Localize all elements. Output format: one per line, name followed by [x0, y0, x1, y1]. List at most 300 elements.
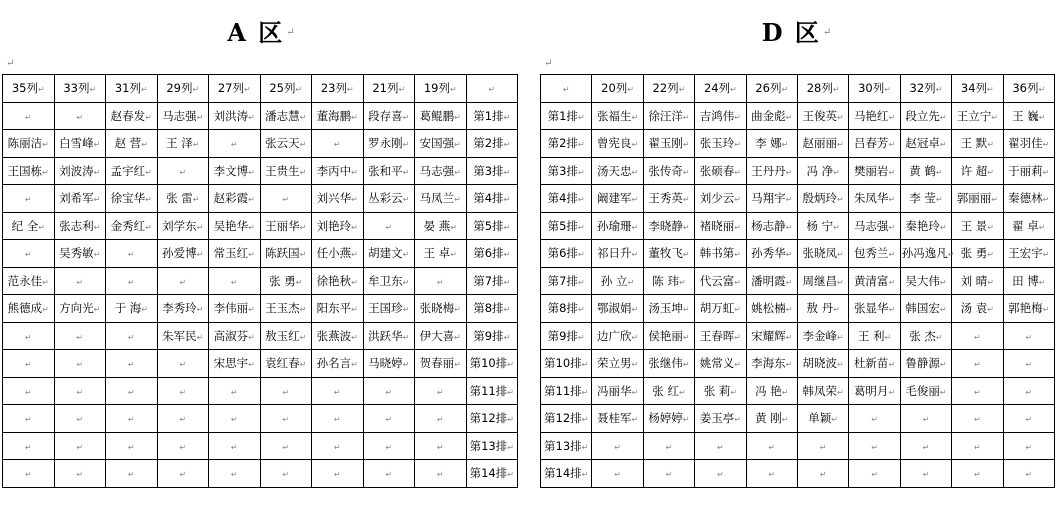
cell-text: 21列: [372, 81, 399, 96]
seat-cell: [3, 460, 55, 488]
cell-end-mark: ↵: [1025, 332, 1033, 342]
column-header-cell: [797, 75, 848, 103]
cell-text: 第7排: [547, 273, 578, 288]
seat-cell: [849, 432, 900, 460]
zone-a-title: A 区 ↵: [227, 18, 297, 47]
cell-text: 吴大伟: [905, 273, 940, 288]
cell-text: 第10排: [544, 356, 582, 371]
cell-end-mark: ↵: [578, 332, 585, 342]
cell-text: 潘志慧: [265, 108, 300, 123]
cell-text: 张燕波: [316, 328, 352, 343]
seat-cell: [849, 130, 900, 158]
cell-text: 金秀红: [110, 218, 146, 233]
column-header-cell: [106, 75, 158, 103]
seat-cell: [695, 377, 746, 405]
cell-end-mark: ↵: [888, 250, 896, 260]
seat-cell: [1003, 405, 1054, 433]
seat-cell: [363, 212, 415, 240]
cell-text: 第10排: [469, 356, 508, 371]
cell-text: 第9排: [547, 328, 578, 343]
cell-end-mark: ↵: [248, 167, 255, 177]
cell-end-mark: ↵: [449, 85, 457, 95]
cell-text: 徐汪洋: [648, 108, 683, 123]
cell-end-mark: ↵: [631, 112, 639, 122]
cell-end-mark: ↵: [1042, 167, 1050, 177]
cell-end-mark: ↵: [819, 442, 827, 452]
seat-cell: [643, 185, 694, 213]
cell-end-mark: ↵: [192, 85, 200, 95]
cell-end-mark: ↵: [578, 222, 585, 232]
cell-text: 第2排: [473, 136, 504, 151]
seat-cell: [3, 157, 55, 185]
seat-cell: [592, 460, 643, 488]
cell-end-mark: ↵: [230, 442, 238, 452]
cell-text: 冯丽华: [596, 383, 632, 398]
seat-cell: [1003, 350, 1054, 378]
cell-text: 翟玉刚: [648, 136, 683, 151]
seat-cell: [849, 322, 900, 350]
cell-text: 第2排: [547, 136, 578, 151]
cell-end-mark: ↵: [837, 387, 844, 397]
seat-cell: [1003, 295, 1054, 323]
cell-end-mark: ↵: [922, 415, 930, 425]
seat-cell: [466, 350, 518, 378]
seat-cell: [952, 350, 1003, 378]
cell-end-mark: ↵: [299, 250, 307, 260]
cell-end-mark: ↵: [682, 222, 690, 232]
cell-text: 段立先: [905, 108, 940, 123]
cell-text: 范永佳: [7, 273, 43, 288]
cell-end-mark: ↵: [631, 195, 639, 205]
seat-cell: [260, 267, 312, 295]
seat-row: [3, 102, 518, 130]
cell-text: 23列: [320, 81, 347, 96]
cell-text: 姚常义: [699, 356, 735, 371]
seat-cell: [695, 240, 746, 268]
seat-cell: [3, 405, 55, 433]
cell-text: 王 卓: [423, 246, 451, 261]
seat-cell: [746, 295, 797, 323]
cell-end-mark: ↵: [145, 222, 152, 232]
header-row: [3, 75, 518, 103]
paragraph-mark: ↵: [544, 58, 553, 69]
cell-end-mark: ↵: [507, 470, 514, 480]
cell-end-mark: ↵: [299, 305, 307, 315]
seat-cell: [3, 322, 55, 350]
seat-cell: [466, 432, 518, 460]
seat-cell: [1003, 212, 1054, 240]
seat-cell: [312, 157, 364, 185]
seat-cell: [695, 460, 746, 488]
seat-cell: [415, 432, 467, 460]
cell-end-mark: ↵: [179, 415, 187, 425]
cell-end-mark: ↵: [76, 415, 84, 425]
cell-end-mark: ↵: [734, 222, 741, 232]
seat-cell: [415, 130, 467, 158]
cell-text: 24列: [703, 81, 731, 96]
cell-text: 牟卫东: [368, 273, 403, 288]
cell-text: 孙名言: [316, 356, 352, 371]
cell-text: 王 利: [857, 328, 885, 343]
cell-text: 纪 全: [11, 218, 39, 233]
cell-text: 聂桂军: [596, 411, 632, 426]
cell-end-mark: ↵: [678, 85, 686, 95]
cell-text: 熊德成: [7, 301, 43, 316]
cell-end-mark: ↵: [333, 442, 341, 452]
cell-text: 董牧飞: [648, 246, 683, 261]
cell-end-mark: ↵: [682, 305, 690, 315]
seat-cell: [106, 295, 158, 323]
cell-text: 马晓婷: [368, 356, 403, 371]
seat-cell: [106, 460, 158, 488]
cell-end-mark: ↵: [24, 470, 32, 480]
cell-text: 赵 营: [114, 136, 142, 151]
cell-text: 王秀英: [648, 191, 683, 206]
seat-cell: [592, 377, 643, 405]
seat-cell: [54, 240, 106, 268]
cell-end-mark: ↵: [141, 140, 148, 150]
cell-text: 马艳红: [853, 108, 889, 123]
seat-cell: [3, 102, 55, 130]
seat-cell: [415, 460, 467, 488]
cell-text: 汤天忠: [596, 163, 632, 178]
cell-text: 吴艳华: [213, 218, 249, 233]
seat-cell: [1003, 460, 1054, 488]
cell-text: 张硕春: [699, 163, 735, 178]
seat-row: [3, 460, 518, 488]
cell-end-mark: ↵: [351, 360, 358, 370]
seat-cell: [900, 322, 951, 350]
seat-cell: [849, 185, 900, 213]
cell-end-mark: ↵: [230, 387, 238, 397]
cell-text: 李 莹: [909, 191, 936, 206]
cell-end-mark: ↵: [614, 442, 621, 452]
seat-cell: [746, 405, 797, 433]
cell-end-mark: ↵: [503, 112, 511, 122]
seat-cell: [157, 432, 209, 460]
seat-cell: [1003, 130, 1054, 158]
seat-cell: [54, 460, 106, 488]
cell-end-mark: ↵: [351, 332, 358, 342]
seat-cell: [695, 102, 746, 130]
cell-text: 第3排: [547, 163, 578, 178]
cell-text: 洪跃华: [368, 328, 403, 343]
cell-end-mark: ↵: [127, 277, 135, 287]
cell-text: 葛明月: [853, 383, 889, 398]
cell-end-mark: ↵: [627, 85, 634, 95]
cell-text: 潘明霞: [751, 273, 786, 288]
cell-text: 韩凤荣: [802, 383, 838, 398]
seat-cell: [541, 212, 592, 240]
cell-end-mark: ↵: [631, 415, 639, 425]
cell-text: 王 景: [960, 218, 988, 233]
cell-text: 樊丽岩: [853, 163, 889, 178]
seat-cell: [3, 185, 55, 213]
cell-end-mark: ↵: [248, 195, 255, 205]
cell-end-mark: ↵: [454, 305, 461, 315]
cell-text: 马翔宇: [751, 191, 786, 206]
seat-cell: [54, 322, 106, 350]
seat-row: [541, 102, 1055, 130]
cell-end-mark: ↵: [76, 332, 84, 342]
seat-row: [541, 322, 1055, 350]
cell-text: 王春晖: [699, 328, 735, 343]
cell-text: 31列: [114, 81, 141, 96]
seat-cell: [260, 460, 312, 488]
cell-end-mark: ↵: [351, 167, 358, 177]
seat-cell: [3, 130, 55, 158]
seat-cell: [363, 405, 415, 433]
cell-end-mark: ↵: [385, 222, 393, 232]
cell-end-mark: ↵: [503, 140, 511, 150]
cell-end-mark: ↵: [734, 305, 741, 315]
seat-cell: [312, 377, 364, 405]
seat-cell: [952, 212, 1003, 240]
cell-end-mark: ↵: [230, 415, 238, 425]
seat-cell: [797, 157, 848, 185]
seat-cell: [797, 460, 848, 488]
cell-text: 韩国宏: [905, 301, 940, 316]
cell-end-mark: ↵: [837, 112, 844, 122]
cell-text: 孙 立: [600, 273, 628, 288]
seat-cell: [363, 102, 415, 130]
seat-cell: [797, 267, 848, 295]
cell-text: 李金峰: [802, 328, 838, 343]
cell-end-mark: ↵: [1042, 305, 1050, 315]
cell-text: 郭丽丽: [956, 191, 992, 206]
cell-end-mark: ↵: [888, 277, 896, 287]
cell-text: 吕春芳: [853, 136, 889, 151]
cell-end-mark: ↵: [871, 442, 878, 452]
cell-text: 王贵生: [265, 163, 300, 178]
cell-end-mark: ↵: [987, 167, 994, 177]
cell-text: 第12排: [544, 411, 582, 426]
cell-end-mark: ↵: [179, 470, 187, 480]
seat-cell: [363, 350, 415, 378]
cell-text: 安国强: [419, 136, 455, 151]
seat-cell: [157, 350, 209, 378]
seat-cell: [106, 185, 158, 213]
seat-cell: [209, 322, 261, 350]
cell-text: 第13排: [544, 438, 582, 453]
cell-end-mark: ↵: [385, 387, 393, 397]
seat-cell: [746, 432, 797, 460]
cell-end-mark: ↵: [93, 140, 101, 150]
seat-cell: [952, 322, 1003, 350]
cell-end-mark: ↵: [939, 140, 947, 150]
cell-text: 张 杰: [909, 328, 936, 343]
cell-end-mark: ↵: [145, 112, 152, 122]
seat-cell: [900, 377, 951, 405]
seat-cell: [54, 102, 106, 130]
cell-end-mark: ↵: [127, 442, 135, 452]
cell-end-mark: ↵: [402, 112, 410, 122]
cell-end-mark: ↵: [436, 470, 444, 480]
seat-cell: [643, 377, 694, 405]
seat-cell: [643, 212, 694, 240]
cell-text: 第9排: [473, 328, 504, 343]
seat-cell: [209, 350, 261, 378]
seat-cell: [209, 267, 261, 295]
cell-text: 第4排: [473, 191, 504, 206]
seat-cell: [1003, 377, 1054, 405]
cell-text: 刘 晴: [960, 273, 988, 288]
cell-text: 荣立男: [596, 356, 632, 371]
cell-text: 李伟丽: [213, 301, 249, 316]
cell-end-mark: ↵: [42, 277, 49, 287]
cell-end-mark: ↵: [665, 470, 673, 480]
cell-end-mark: ↵: [248, 305, 255, 315]
cell-text: 赵彩霞: [213, 191, 249, 206]
cell-end-mark: ↵: [1042, 250, 1050, 260]
seat-cell: [643, 432, 694, 460]
seat-cell: [695, 295, 746, 323]
cell-text: 姚松楠: [751, 301, 786, 316]
cell-end-mark: ↵: [282, 442, 290, 452]
cell-text: 张 勇: [960, 246, 988, 261]
cell-text: 包秀兰: [853, 246, 889, 261]
cell-text: 宋思宇: [213, 356, 249, 371]
seat-cell: [849, 295, 900, 323]
cell-end-mark: ↵: [682, 195, 690, 205]
cell-text: 高淑芬: [213, 328, 249, 343]
seat-row: [3, 405, 518, 433]
cell-text: 李文博: [213, 163, 249, 178]
cell-text: 敖 丹: [806, 301, 834, 316]
cell-end-mark: ↵: [785, 167, 793, 177]
cell-end-mark: ↵: [939, 277, 947, 287]
seat-cell: [3, 295, 55, 323]
seat-cell: [952, 295, 1003, 323]
seat-cell: [592, 295, 643, 323]
seat-row: [541, 185, 1055, 213]
cell-text: 张传奇: [648, 163, 683, 178]
seat-cell: [643, 240, 694, 268]
cell-end-mark: ↵: [831, 415, 838, 425]
cell-end-mark: ↵: [140, 85, 148, 95]
seat-cell: [363, 157, 415, 185]
cell-text: 张云天: [265, 136, 300, 151]
seat-cell: [363, 240, 415, 268]
cell-text: 第12排: [469, 411, 508, 426]
cell-end-mark: ↵: [837, 332, 844, 342]
cell-end-mark: ↵: [295, 277, 303, 287]
seat-cell: [643, 157, 694, 185]
seat-cell: [541, 295, 592, 323]
cell-text: 王玉杰: [265, 301, 300, 316]
seat-cell: [900, 185, 951, 213]
cell-text: 杨婷婷: [648, 411, 683, 426]
seat-row: [3, 377, 518, 405]
seat-cell: [466, 295, 518, 323]
cell-end-mark: ↵: [833, 167, 840, 177]
seat-row: [541, 157, 1055, 185]
cell-text: 杜新苗: [853, 356, 889, 371]
cell-text: 鲁静源: [905, 356, 940, 371]
cell-end-mark: ↵: [230, 277, 238, 287]
cell-text: 陈跃国: [265, 246, 300, 261]
seat-cell: [695, 130, 746, 158]
cell-text: 马志强: [419, 163, 455, 178]
cell-end-mark: ↵: [682, 250, 690, 260]
cell-end-mark: ↵: [450, 250, 457, 260]
cell-text: 方向光: [59, 301, 94, 316]
cell-end-mark: ↵: [503, 277, 511, 287]
cell-end-mark: ↵: [888, 222, 896, 232]
cell-end-mark: ↵: [785, 112, 793, 122]
cell-text: 王 巍: [1012, 108, 1039, 123]
cell-end-mark: ↵: [1038, 222, 1046, 232]
seat-row: [3, 322, 518, 350]
seat-cell: [643, 102, 694, 130]
seat-cell: [746, 102, 797, 130]
cell-end-mark: ↵: [351, 112, 358, 122]
cell-text: 第11排: [544, 383, 582, 398]
seat-cell: [695, 267, 746, 295]
seat-cell: [592, 240, 643, 268]
seat-cell: [746, 322, 797, 350]
cell-end-mark: ↵: [402, 277, 410, 287]
cell-end-mark: ↵: [24, 250, 32, 260]
cell-end-mark: ↵: [454, 195, 461, 205]
seat-cell: [643, 322, 694, 350]
seat-cell: [592, 102, 643, 130]
cell-text: 吉鸿伟: [699, 108, 735, 123]
cell-text: 20列: [601, 81, 628, 96]
seat-cell: [797, 322, 848, 350]
seat-cell: [106, 157, 158, 185]
seat-cell: [695, 212, 746, 240]
seat-cell: [363, 322, 415, 350]
seat-cell: [363, 432, 415, 460]
cell-end-mark: ↵: [935, 167, 943, 177]
seat-cell: [797, 405, 848, 433]
seat-row: [541, 350, 1055, 378]
seat-cell: [541, 157, 592, 185]
cell-text: 李丙中: [316, 163, 352, 178]
cell-text: 阚建军: [596, 191, 632, 206]
cell-text: 马志强: [853, 218, 889, 233]
cell-end-mark: ↵: [450, 222, 457, 232]
cell-end-mark: ↵: [1038, 85, 1046, 95]
seat-cell: [466, 460, 518, 488]
cell-end-mark: ↵: [785, 332, 793, 342]
seat-cell: [643, 350, 694, 378]
cell-end-mark: ↵: [333, 415, 341, 425]
cell-end-mark: ↵: [42, 167, 49, 177]
cell-end-mark: ↵: [93, 167, 101, 177]
column-header-cell: [466, 75, 518, 103]
cell-end-mark: ↵: [922, 442, 930, 452]
cell-end-mark: ↵: [127, 332, 135, 342]
cell-text: 胡建文: [368, 246, 403, 261]
cell-text: 冯 净: [806, 163, 834, 178]
cell-end-mark: ↵: [717, 442, 724, 452]
seat-cell: [466, 322, 518, 350]
seat-cell: [415, 102, 467, 130]
seat-cell: [157, 185, 209, 213]
cell-text: 孙冯逸凡: [901, 246, 948, 261]
seat-cell: [797, 102, 848, 130]
cell-end-mark: ↵: [973, 387, 981, 397]
cell-text: 朱军民: [162, 328, 197, 343]
seat-cell: [849, 212, 900, 240]
cell-text: 19列: [423, 81, 450, 96]
seat-cell: [3, 267, 55, 295]
seat-cell: [797, 240, 848, 268]
cell-text: 褚晓丽: [699, 218, 735, 233]
seat-cell: [54, 267, 106, 295]
